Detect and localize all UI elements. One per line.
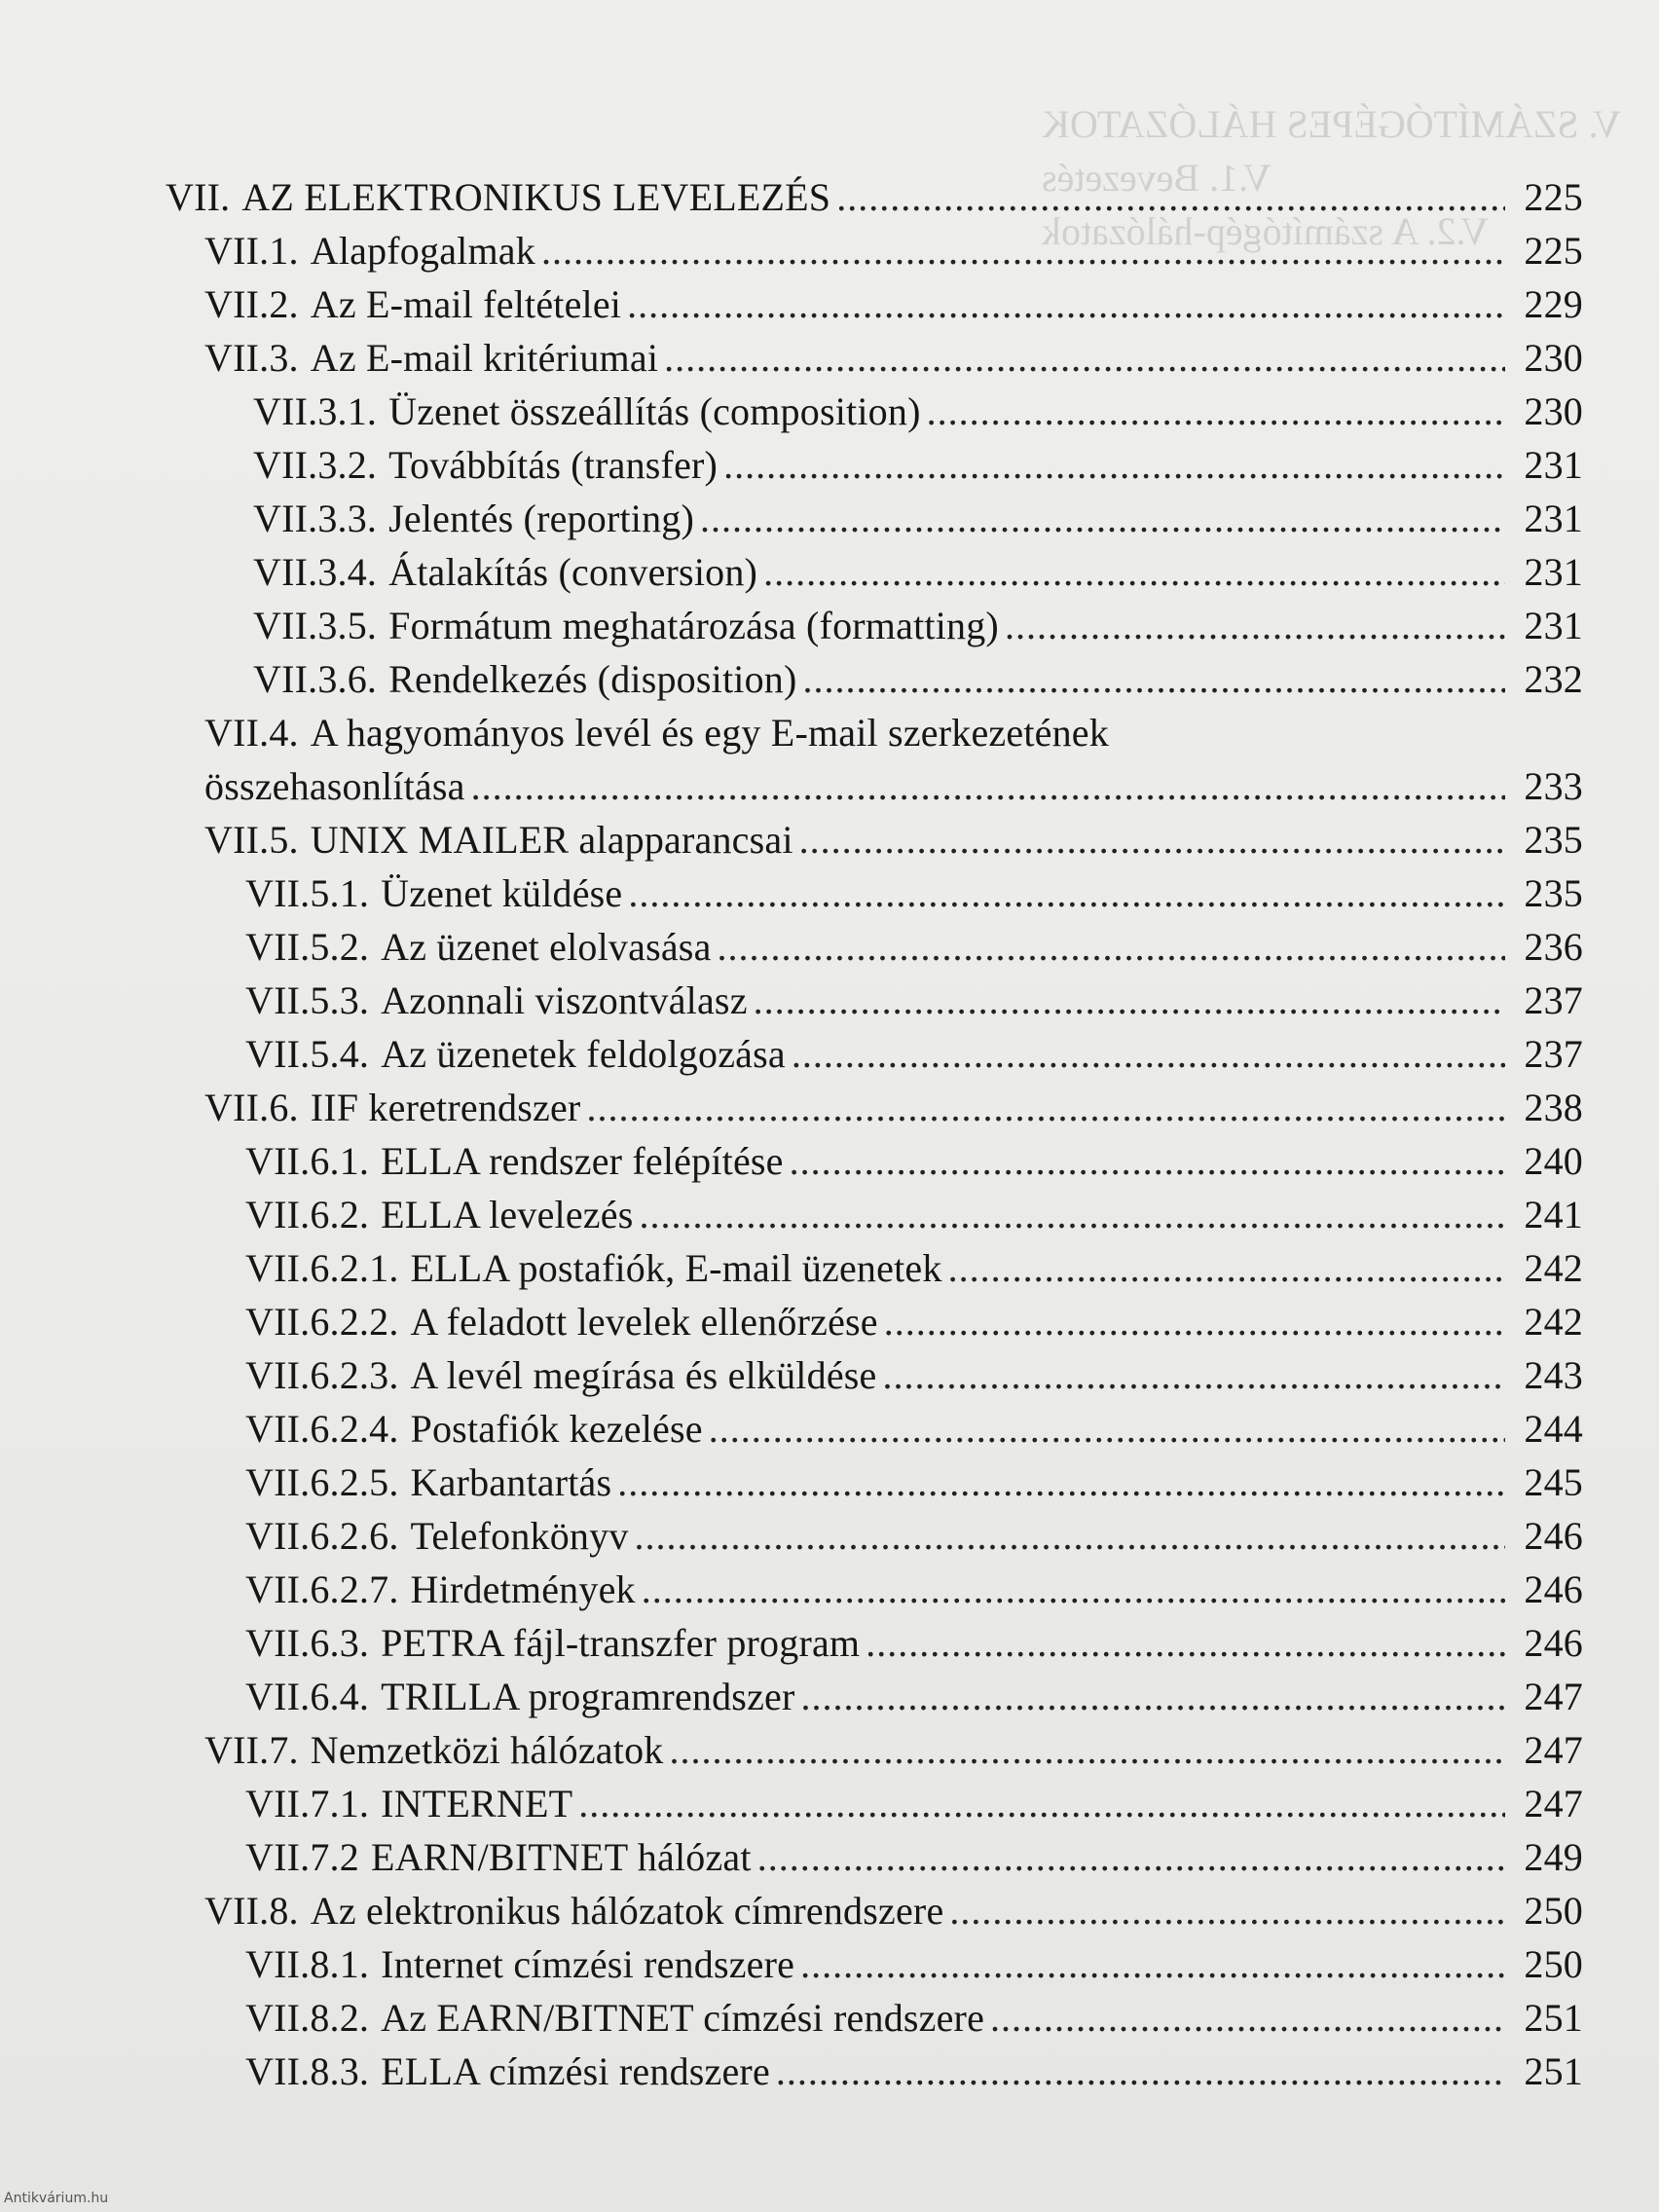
toc-entry-number: VII.3.6. xyxy=(253,657,378,701)
toc-entry-page: 233 xyxy=(1524,764,1583,808)
toc-entry-page: 237 xyxy=(1524,978,1583,1022)
toc-entry-page: 251 xyxy=(1524,2049,1583,2093)
toc-entry-title: összehasonlítása xyxy=(204,764,465,808)
toc-entry xyxy=(166,1504,1583,1558)
toc-entry-title: Hirdetmények xyxy=(410,1567,636,1611)
dot-leader xyxy=(1005,605,1505,647)
toc-entry-page: 225 xyxy=(1524,175,1583,219)
dot-leader xyxy=(799,819,1505,862)
dot-leader xyxy=(586,1087,1505,1129)
dot-leader xyxy=(927,390,1505,433)
toc-entry-number: VII.5.3. xyxy=(245,978,370,1022)
toc-entry-page: 229 xyxy=(1524,282,1583,326)
toc-entry xyxy=(166,915,1583,969)
dot-leader xyxy=(617,1461,1505,1504)
toc-entry-title: Karbantartás xyxy=(410,1460,612,1504)
toc-entry-page: 246 xyxy=(1524,1567,1583,1611)
toc-entry xyxy=(166,2040,1583,2093)
dot-leader xyxy=(776,2050,1505,2093)
toc-entry-title: Az E-mail kritériumai xyxy=(310,336,659,380)
toc-entry-number: VII.6.4. xyxy=(245,1675,370,1718)
toc-entry-number: VII.3.3. xyxy=(253,497,378,540)
toc-entry-title: Nemzetközi hálózatok xyxy=(310,1728,664,1772)
toc-entry xyxy=(166,755,1583,808)
toc-entry-page: 235 xyxy=(1524,818,1583,862)
toc-entry-number: VII.5.1. xyxy=(245,871,370,915)
toc-entry-title: ELLA rendszer felépítése xyxy=(381,1139,784,1183)
dot-leader xyxy=(800,1943,1505,1986)
toc-entry-title: ELLA postafiók, E-mail üzenetek xyxy=(410,1246,942,1290)
toc-entry xyxy=(166,1825,1583,1879)
toc-entry-page: 247 xyxy=(1524,1782,1583,1825)
toc-entry-title: Az üzenet elolvasása xyxy=(381,925,712,969)
toc-entry-title: IIF keretrendszer xyxy=(310,1086,581,1129)
toc-entry-number: VII.3.5. xyxy=(253,604,378,647)
toc-entry-page: 231 xyxy=(1524,443,1583,487)
toc-entry-number: VII.8.3. xyxy=(245,2049,370,2093)
toc-entry-number: VII.5.2. xyxy=(245,925,370,969)
toc-entry xyxy=(166,647,1583,701)
dot-leader xyxy=(635,1515,1505,1558)
toc-entry xyxy=(166,326,1583,380)
toc-entry-title: Internet címzési rendszere xyxy=(381,1942,795,1986)
toc-entry-title: EARN/BITNET hálózat xyxy=(370,1835,752,1879)
dot-leader xyxy=(471,765,1505,808)
dot-leader xyxy=(948,1247,1505,1290)
dot-leader xyxy=(628,872,1505,915)
dot-leader xyxy=(990,1997,1505,2040)
toc-entry-number: VII.6.1. xyxy=(245,1139,370,1183)
toc-entry-number: VII.6.2.1. xyxy=(245,1246,399,1290)
toc-entry xyxy=(166,1022,1583,1076)
toc-entry-title: Az elektronikus hálózatok címrendszere xyxy=(310,1889,944,1933)
toc-entry-number: VII.3. xyxy=(204,336,299,380)
toc-entry xyxy=(166,487,1583,540)
toc-entry-number: VII.8.1. xyxy=(245,1942,370,1986)
dot-leader xyxy=(949,1890,1505,1933)
toc-entry-number: VII.7.1. xyxy=(245,1782,370,1825)
toc-entry-title: Az EARN/BITNET címzési rendszere xyxy=(381,1996,985,2040)
dot-leader xyxy=(801,1676,1506,1718)
toc-entry-title: Jelentés (reporting) xyxy=(388,497,695,540)
toc-entry-number: VII. xyxy=(166,175,231,219)
toc-entry-page: 242 xyxy=(1524,1300,1583,1344)
dot-leader xyxy=(639,1194,1505,1236)
toc-entry-title: ELLA címzési rendszere xyxy=(381,2049,770,2093)
toc-entry-title: Rendelkezés (disposition) xyxy=(388,657,797,701)
toc-entry-title: Továbbítás (transfer) xyxy=(388,443,719,487)
toc-entry-page: 244 xyxy=(1524,1407,1583,1451)
toc-entry-number: VII.8. xyxy=(204,1889,299,1933)
toc-entry-title: Átalakítás (conversion) xyxy=(388,550,758,594)
toc-entry xyxy=(166,219,1583,273)
dot-leader xyxy=(757,1836,1505,1879)
toc-entry-number: VII.3.1. xyxy=(253,389,378,433)
toc-entry-title: Postafiók kezelése xyxy=(410,1407,703,1451)
toc-entry-number: VII.6.2.6. xyxy=(245,1514,399,1558)
toc-entry-title: Az üzenetek feldolgozása xyxy=(381,1032,786,1076)
toc-entry xyxy=(166,1665,1583,1718)
toc-entry-number: VII.6.2.4. xyxy=(245,1407,399,1451)
toc-entry-title: A feladott levelek ellenőrzése xyxy=(410,1300,878,1344)
bleed-through-line: V. SZÁMÍTÓGÉPES HÁLÓZATOK xyxy=(1042,102,1622,146)
toc-entry-number: VII.6.3. xyxy=(245,1621,370,1665)
toc-entry xyxy=(166,808,1583,862)
toc-entry-title: ELLA levelezés xyxy=(381,1193,634,1236)
toc-entry-title: Az E-mail feltételei xyxy=(310,282,622,326)
toc-entry xyxy=(166,1183,1583,1236)
dot-leader xyxy=(884,1301,1505,1344)
toc-entry xyxy=(166,1933,1583,1986)
toc-entry xyxy=(166,1986,1583,2040)
toc-entry-page: 250 xyxy=(1524,1942,1583,1986)
toc-entry xyxy=(166,1772,1583,1825)
toc-entry-title: Telefonkönyv xyxy=(410,1514,629,1558)
toc-entry-page: 240 xyxy=(1524,1139,1583,1183)
toc-entry-page: 232 xyxy=(1524,657,1583,701)
toc-entry xyxy=(166,273,1583,326)
toc-entry-number: VII.5. xyxy=(204,818,299,862)
dot-leader xyxy=(709,1408,1505,1451)
toc-entry xyxy=(166,969,1583,1022)
toc-entry-title: Üzenet küldése xyxy=(381,871,623,915)
dot-leader xyxy=(763,551,1505,594)
toc-entry-page: 231 xyxy=(1524,604,1583,647)
toc-entry-number: VII.6.2.3. xyxy=(245,1353,399,1397)
toc-entry xyxy=(166,166,1583,219)
toc-entry-page: 235 xyxy=(1524,871,1583,915)
dot-leader xyxy=(664,337,1505,380)
toc-entry-number: VII.6.2.7. xyxy=(245,1567,399,1611)
toc-entry xyxy=(166,862,1583,915)
dot-leader xyxy=(718,926,1505,969)
toc-entry-title: A hagyományos levél és egy E-mail szerkezetének xyxy=(310,711,1109,755)
toc-entry-page: 237 xyxy=(1524,1032,1583,1076)
dot-leader xyxy=(883,1354,1506,1397)
toc-entry-page: 241 xyxy=(1524,1193,1583,1236)
toc-entry-number: VII.1. xyxy=(204,229,299,273)
dot-leader xyxy=(541,230,1505,273)
toc-entry-number: VII.7. xyxy=(204,1728,299,1772)
toc-entry-number: VII.6. xyxy=(204,1086,299,1129)
toc-entry-page: 242 xyxy=(1524,1246,1583,1290)
toc-entry xyxy=(166,380,1583,433)
toc-entry-number: VII.6.2. xyxy=(245,1193,370,1236)
toc-entry-number: VII.3.2. xyxy=(253,443,378,487)
toc-entry-page: 236 xyxy=(1524,925,1583,969)
toc-entry xyxy=(166,701,1583,755)
toc-entry-page: 246 xyxy=(1524,1621,1583,1665)
toc-entry-page: 243 xyxy=(1524,1353,1583,1397)
toc-entry-page: 230 xyxy=(1524,389,1583,433)
toc-entry xyxy=(166,1344,1583,1397)
toc-entry-title: PETRA fájl-transzfer program xyxy=(381,1621,861,1665)
dot-leader xyxy=(836,176,1505,219)
toc-entry-page: 238 xyxy=(1524,1086,1583,1129)
toc-entry-page: 251 xyxy=(1524,1996,1583,2040)
bleed-through-line: V.1. Bevezetés xyxy=(1042,156,1272,200)
toc-entry xyxy=(166,1129,1583,1183)
toc-entry-page: 230 xyxy=(1524,336,1583,380)
toc-entry xyxy=(166,1879,1583,1933)
toc-entry xyxy=(166,1290,1583,1344)
dot-leader xyxy=(578,1783,1505,1825)
toc-entry xyxy=(166,433,1583,487)
toc-entry-page: 245 xyxy=(1524,1460,1583,1504)
dot-leader xyxy=(790,1140,1505,1183)
toc-entry xyxy=(166,1558,1583,1611)
toc-entry-page: 247 xyxy=(1524,1675,1583,1718)
toc-entry-number: VII.2. xyxy=(204,282,299,326)
toc-entry-number: VII.6.2.5. xyxy=(245,1460,399,1504)
toc-entry-number: VII.4. xyxy=(204,711,299,755)
toc-entry xyxy=(166,1451,1583,1504)
toc-entry-title: UNIX MAILER alapparancsai xyxy=(310,818,793,862)
toc-entry-number: VII.7.2 xyxy=(245,1835,359,1879)
toc-entry xyxy=(166,1236,1583,1290)
toc-entry-title: INTERNET xyxy=(381,1782,573,1825)
toc-entry-page: 246 xyxy=(1524,1514,1583,1558)
table-of-contents xyxy=(166,166,1583,2093)
toc-entry-title: Azonnali viszontválasz xyxy=(381,978,748,1022)
toc-entry-number: VII.6.2.2. xyxy=(245,1300,399,1344)
toc-entry-number: VII.8.2. xyxy=(245,1996,370,2040)
dot-leader xyxy=(792,1033,1505,1076)
toc-entry-title: Formátum meghatározása (formatting) xyxy=(388,604,999,647)
dot-leader xyxy=(803,658,1506,701)
toc-entry-title: Alapfogalmak xyxy=(310,229,535,273)
toc-entry-page: 247 xyxy=(1524,1728,1583,1772)
toc-entry-title: TRILLA programrendszer xyxy=(381,1675,795,1718)
dot-leader xyxy=(700,498,1505,540)
toc-entry-page: 231 xyxy=(1524,550,1583,594)
toc-entry-title: AZ ELEKTRONIKUS LEVELEZÉS xyxy=(241,175,831,219)
dot-leader xyxy=(754,979,1505,1022)
toc-entry xyxy=(166,1397,1583,1451)
toc-entry xyxy=(166,1076,1583,1129)
dot-leader xyxy=(723,444,1505,487)
toc-entry-title: A levél megírása és elküldése xyxy=(410,1353,877,1397)
bleed-through-line: V.2. A számítógép-hálózatok xyxy=(1042,209,1490,253)
toc-entry xyxy=(166,1611,1583,1665)
watermark: Antikvárium.hu xyxy=(4,2191,109,2206)
toc-entry xyxy=(166,1718,1583,1772)
toc-entry-page: 250 xyxy=(1524,1889,1583,1933)
toc-entry-page: 231 xyxy=(1524,497,1583,540)
toc-entry-page: 225 xyxy=(1524,229,1583,273)
toc-entry-number: VII.5.4. xyxy=(245,1032,370,1076)
toc-entry xyxy=(166,540,1583,594)
toc-entry-page: 249 xyxy=(1524,1835,1583,1879)
toc-entry-number: VII.3.4. xyxy=(253,550,378,594)
toc-entry xyxy=(166,594,1583,647)
dot-leader xyxy=(669,1729,1505,1772)
toc-entry-title: Üzenet összeállítás (composition) xyxy=(388,389,921,433)
dot-leader xyxy=(642,1568,1505,1611)
dot-leader xyxy=(627,283,1505,326)
dot-leader xyxy=(866,1622,1505,1665)
